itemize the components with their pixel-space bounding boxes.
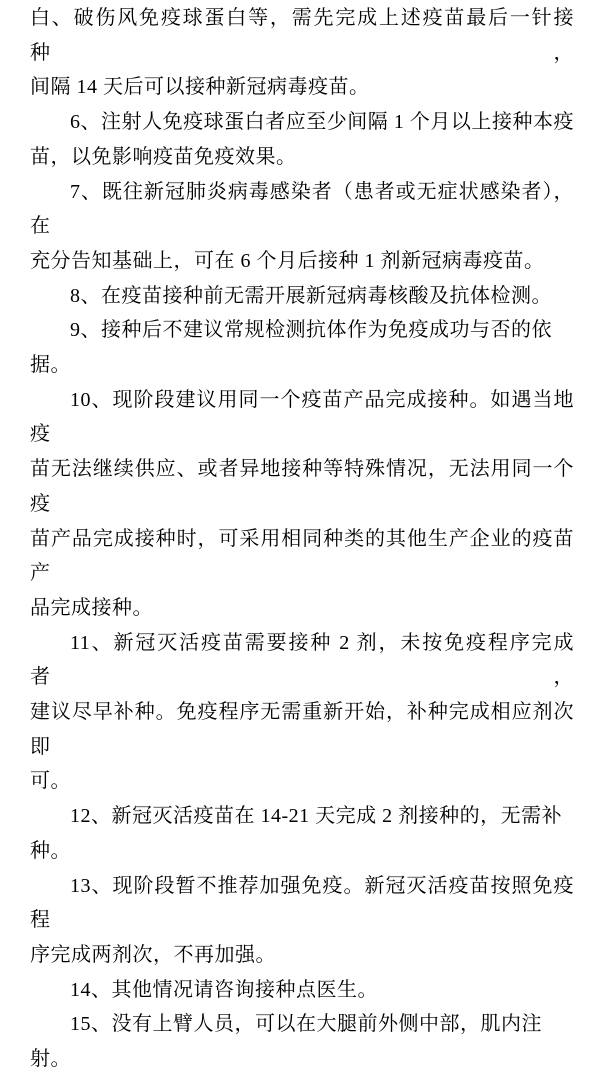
- text-line: 15、没有上臂人员，可以在大腿前外侧中部，肌内注射。: [30, 1013, 542, 1071]
- text-line: 可。: [30, 770, 71, 793]
- text-line: 14、其他情况请咨询接种点医生。: [70, 978, 378, 1001]
- text-line: 充分告知基础上，可在 6 个月后接种 1 剂新冠病毒疫苗。: [30, 249, 545, 272]
- text-line: 品完成接种。: [30, 596, 153, 619]
- text-line: 12、新冠灭活疫苗在 14-21 天完成 2 剂接种的，无需补种。: [30, 805, 563, 862]
- text-line: 6、注射人免疫球蛋白者应至少间隔 1 个月以上接种本疫: [70, 111, 574, 134]
- text-line: 9、接种后不建议常规检测抗体作为免疫成功与否的依据。: [30, 319, 552, 377]
- text-line: 8、在疫苗接种前无需开展新冠病毒核酸及抗体检测。: [70, 284, 552, 307]
- document-text: [30, 1, 574, 1077]
- text-line: 苗无法继续供应、或者异地接种等特殊情况，无法用同一个疫: [30, 458, 574, 515]
- text-line: 13、现阶段暂不推荐加强免疫。新冠灭活疫苗按照免疫程: [30, 874, 574, 932]
- text-line: 7、既往新冠肺炎病毒感染者（患者或无症状感染者），在: [30, 180, 574, 238]
- text-line: 序完成两剂次，不再加强。: [30, 943, 276, 966]
- text-line: 10、现阶段建议用同一个疫苗产品完成接种。如遇当地疫: [30, 388, 574, 446]
- text-line: 间隔 14 天后可以接种新冠病毒疫苗。: [30, 76, 370, 99]
- text-line: 苗产品完成接种时，可采用相同种类的其他生产企业的疫苗产: [30, 527, 574, 585]
- text-line: 建议尽早补种。免疫程序无需重新开始，补种完成相应剂次即: [30, 701, 574, 758]
- text-line: 苗，以免影响疫苗免疫效果。: [30, 145, 297, 168]
- text-line: 11、新冠灭活疫苗需要接种 2 剂，未按免疫程序完成者，: [30, 631, 574, 689]
- text-line: 白、破伤风免疫球蛋白等，需先完成上述疫苗最后一针接种，: [30, 7, 574, 64]
